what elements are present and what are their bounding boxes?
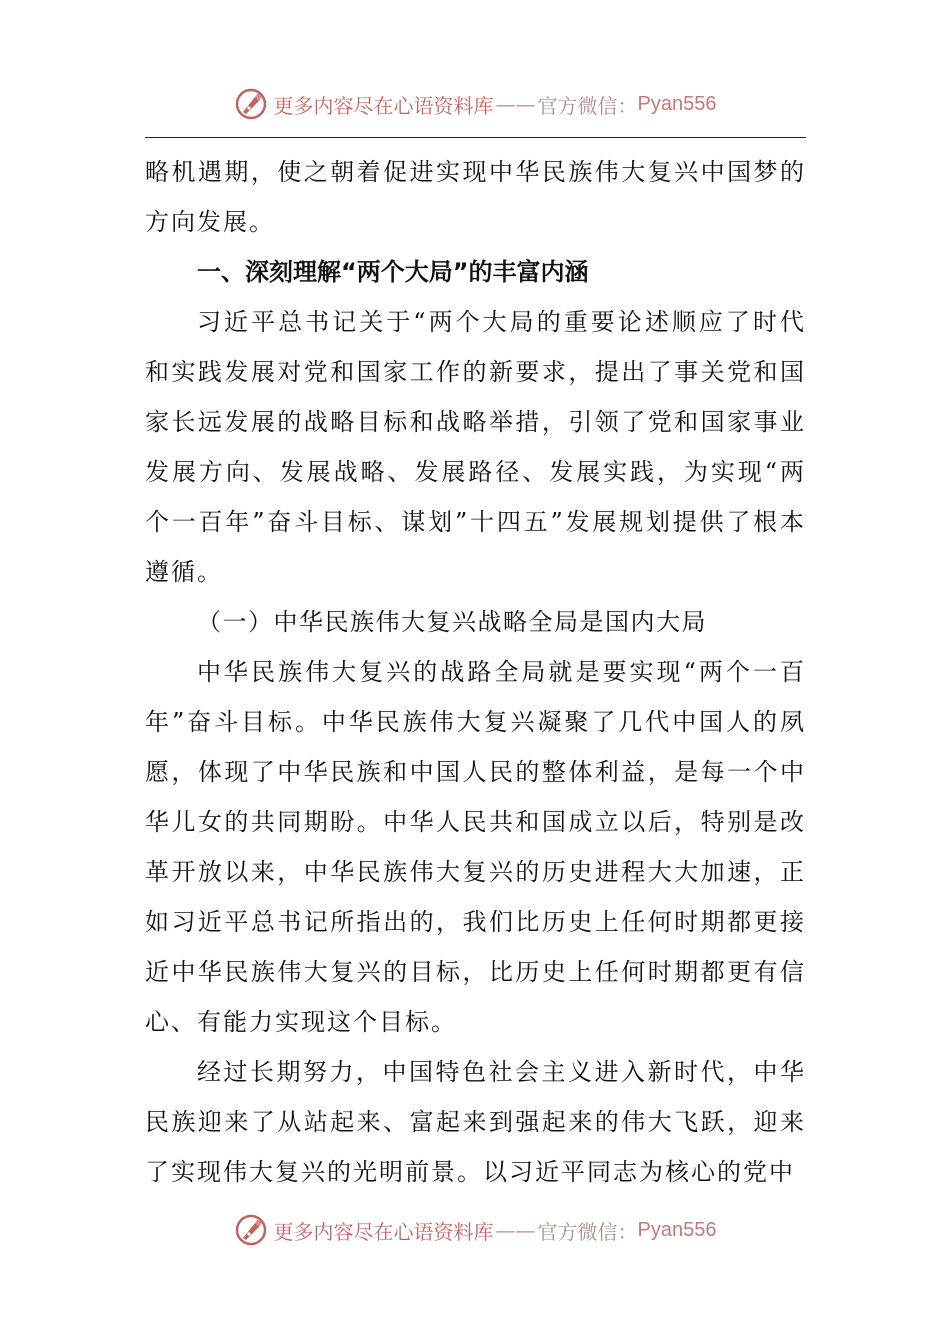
body-paragraph: 习近平总书记关于“两个大局的重要论述顺应了时代和实践发展对党和国家工作的新要求，提出了事关党和国家长远发展的战略目标和战略举措，引领了党和国家事业发展方向、发展战略、发展路径、发展实践，为实现“两个一百年”奋斗目标、谋划”十四五”发展规划提供了根本遵循。 [145, 308, 806, 586]
watermark-dash: —— [495, 92, 536, 116]
pen-nib-logo-icon [234, 1213, 268, 1247]
watermark-brand: 更多内容尽在心语资料库 [273, 1219, 494, 1244]
header-divider [145, 137, 806, 138]
watermark-brand: 更多内容尽在心语资料库 [273, 93, 494, 118]
watermark-label: 官方微信： [537, 1219, 638, 1244]
watermark-label: 官方微信： [537, 93, 638, 118]
watermark-dash: —— [495, 1218, 536, 1242]
footer-watermark [0, 1210, 950, 1250]
section-heading: 一、深刻理解“两个大局”的丰富内涵 [197, 258, 589, 286]
pen-nib-logo-icon [234, 87, 268, 121]
subsection-heading: （一）中华民族伟大复兴战略全局是国内大局 [197, 608, 707, 636]
header-watermark [0, 84, 950, 124]
body-paragraph: 经过长期努力，中国特色社会主义进入新时代，中华民族迎来了从站起来、富起来到强起来的伟大飞跃，迎来了实现伟大复兴的光明前景。以习近平同志为核心的党中 [145, 1058, 806, 1186]
body-paragraph: 中华民族伟大复兴的战路全局就是要实现“两个一百年”奋斗目标。中华民族伟大复兴凝聚了几代中国人的夙愿，体现了中华民族和中国人民的整体利益，是每一个中华儿女的共同期盼。中华人民共和国成立以后，特别是改革开放以来，中华民族伟大复兴的历史进程大大加速，正如习近平总书记所指出的，我们比历史上任何时期都更接近中华民族伟大复兴的目标，比历史上任何时期都更有信心、有能力实现这个目标。 [145, 658, 806, 1036]
watermark-wechat-id: Pyan556 [637, 1218, 717, 1241]
paragraph-continuation: 略机遇期，使之朝着促进实现中华民族伟大复兴中国梦的方向发展。 [145, 158, 806, 236]
document-body [145, 147, 806, 1197]
watermark-wechat-id: Pyan556 [637, 92, 717, 115]
